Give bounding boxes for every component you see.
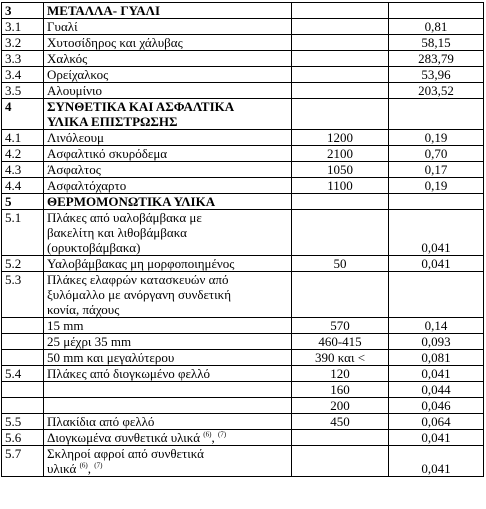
description-line: κονία, πάχους [47,302,120,317]
row-number: 3 [2,3,44,19]
footnote-ref: (7) [217,430,227,439]
row-number: 5.1 [2,210,44,256]
density-cell: 1200 [292,130,389,146]
density-cell [292,83,389,99]
row-number: 5.2 [2,256,44,272]
conductivity-cell: 0,041 [389,256,484,272]
row-description: ΘΕΡΜΟΜΟΝΩΤΙΚΑ ΥΛΙΚΑ [44,194,292,210]
row-number: 5.5 [2,414,44,430]
table-row [2,334,484,350]
conductivity-cell [389,3,484,19]
row-number: 4.1 [2,130,44,146]
row-number [2,334,44,350]
row-description [44,272,292,318]
density-cell: 1100 [292,178,389,194]
density-cell [292,194,389,210]
table-row [2,350,484,366]
density-cell: 570 [292,318,389,334]
description-line: Πλάκες από υαλοβάμβακα με [47,210,202,225]
row-number: 4 [2,99,44,130]
table-row [2,210,484,256]
conductivity-cell [389,272,484,318]
density-cell: 450 [292,414,389,430]
row-number [2,318,44,334]
density-cell [292,19,389,35]
conductivity-cell: 0,041 [389,446,484,477]
description-text: Διογκωμένα συνθετικά υλικά [47,430,201,445]
row-description [44,398,292,414]
density-cell [292,430,389,446]
conductivity-cell: 283,79 [389,51,484,67]
row-number: 4.4 [2,178,44,194]
description-line: (ορυκτοβάμβακα) [47,240,141,255]
row-description: Πλακίδια από φελλό [44,414,292,430]
row-number [2,382,44,398]
conductivity-cell: 0,14 [389,318,484,334]
row-number: 3.3 [2,51,44,67]
table-row [2,194,484,210]
table-row [2,3,484,19]
row-description: Χυτοσίδηρος και χάλυβας [44,35,292,51]
description-line: ΣΥΝΘΕΤΙΚΑ ΚΑΙ ΑΣΦΑΛΤΙΚΑ [47,99,235,114]
row-description: Αλουμίνιο [44,83,292,99]
table-row [2,67,484,83]
row-description: ΜΕΤΑΛΛΑ- ΓΥΑΛΙ [44,3,292,19]
table-row [2,430,484,446]
density-cell: 160 [292,382,389,398]
density-cell [292,67,389,83]
density-cell [292,272,389,318]
row-description: Πλάκες από διογκωμένο φελλό [44,366,292,382]
row-description [44,382,292,398]
row-number: 3.2 [2,35,44,51]
conductivity-cell: 0,093 [389,334,484,350]
row-number: 5.3 [2,272,44,318]
row-description: 50 mm και μεγαλύτερου [44,350,292,366]
conductivity-cell: 0,044 [389,382,484,398]
density-cell: 120 [292,366,389,382]
table-row [2,130,484,146]
footnote-ref: (6) [79,461,88,470]
table-row [2,99,484,130]
row-description: Ασφαλτικό σκυρόδεμα [44,146,292,162]
density-cell: 200 [292,398,389,414]
material-properties-table [1,2,484,477]
footnote-ref: (6) [203,430,212,439]
table-row [2,146,484,162]
conductivity-cell: 0,041 [389,210,484,256]
row-number: 3.1 [2,19,44,35]
table-row [2,256,484,272]
row-description [44,430,292,446]
separator: , [211,430,218,445]
description-line: Σκληροί αφροί από συνθετικά [47,446,204,461]
row-number: 5.7 [2,446,44,477]
conductivity-cell [389,194,484,210]
row-number: 4.3 [2,162,44,178]
density-cell [292,35,389,51]
row-description: Άσφαλτος [44,162,292,178]
row-description: Υαλοβάμβακας μη μορφοποιημένος [44,256,292,272]
conductivity-cell: 0,70 [389,146,484,162]
conductivity-cell: 58,15 [389,35,484,51]
row-number: 3.5 [2,83,44,99]
description-text: υλικά [47,461,77,476]
table-row [2,272,484,318]
conductivity-cell: 0,19 [389,130,484,146]
row-description: 15 mm [44,318,292,334]
row-number [2,398,44,414]
row-number: 5.4 [2,366,44,382]
row-description: Ασφαλτόχαρτο [44,178,292,194]
density-cell [292,210,389,256]
density-cell [292,51,389,67]
row-number: 5 [2,194,44,210]
conductivity-cell [389,99,484,130]
table-row [2,162,484,178]
row-description [44,446,292,477]
row-description [44,210,292,256]
conductivity-cell: 0,81 [389,19,484,35]
table-row [2,35,484,51]
conductivity-cell: 0,081 [389,350,484,366]
description-line: ξυλόμαλλο με ανόργανη συνδετική [47,287,231,302]
row-description [44,99,292,130]
conductivity-cell: 0,046 [389,398,484,414]
table-row [2,178,484,194]
conductivity-cell: 0,041 [389,366,484,382]
row-number: 4.2 [2,146,44,162]
table-row [2,382,484,398]
density-cell: 390 και < [292,350,389,366]
table-row [2,51,484,67]
table-row [2,398,484,414]
density-cell [292,446,389,477]
description-line [47,461,288,476]
description-line: βακελίτη και λιθοβάμβακα [47,225,187,240]
conductivity-cell: 0,041 [389,430,484,446]
row-description: Χαλκός [44,51,292,67]
density-cell: 50 [292,256,389,272]
density-cell [292,3,389,19]
separator: , [87,461,95,476]
table-row [2,83,484,99]
density-cell: 1050 [292,162,389,178]
table-row [2,19,484,35]
conductivity-cell: 0,17 [389,162,484,178]
row-number [2,350,44,366]
density-cell: 2100 [292,146,389,162]
description-line: ΥΛΙΚΑ ΕΠΙΣΤΡΩΣΗΣ [47,114,178,129]
description-line: Πλάκες ελαφρών κατασκευών από [47,272,229,287]
row-description: Γυαλί [44,19,292,35]
row-description: Λινόλεουμ [44,130,292,146]
row-description: Ορείχαλκος [44,67,292,83]
row-description: 25 μέχρι 35 mm [44,334,292,350]
conductivity-cell: 203,52 [389,83,484,99]
row-number: 5.6 [2,430,44,446]
conductivity-cell: 0,064 [389,414,484,430]
table-row [2,414,484,430]
table-row [2,318,484,334]
table-row [2,366,484,382]
footnote-ref: (7) [94,461,103,470]
conductivity-cell: 53,96 [389,67,484,83]
table-row [2,446,484,477]
row-number: 3.4 [2,67,44,83]
density-cell [292,99,389,130]
density-cell: 460-415 [292,334,389,350]
conductivity-cell: 0,19 [389,178,484,194]
